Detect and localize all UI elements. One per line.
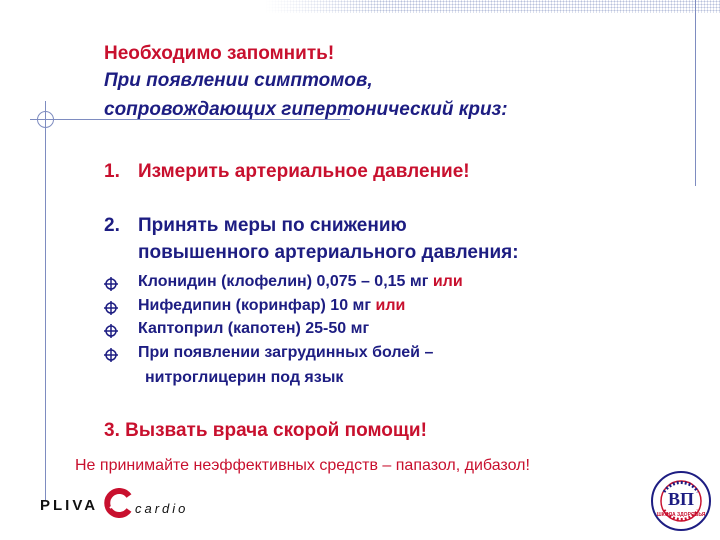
bullet-icon <box>104 348 118 362</box>
pliva-c-icon <box>104 488 134 518</box>
step1-number: 1. <box>104 161 120 182</box>
badge-letters: ВП <box>667 489 694 509</box>
drug-item-clonidine: Клонидин (клофелин) 0,075 – 0,15 мг или <box>138 273 463 290</box>
pliva-logo-text: PLIVA <box>40 497 99 514</box>
vertical-guide-line-left <box>45 101 46 501</box>
bullet-icon <box>104 324 118 338</box>
drug-item-chest-pain: При появлении загрудинных болей – <box>138 344 434 361</box>
cardio-logo-text: cardio <box>135 501 189 516</box>
health-school-badge-icon <box>650 470 712 532</box>
warning-ineffective-drugs: Не принимайте неэффективных средств – папазол, дибазол! <box>75 457 530 474</box>
heading-symptoms-line1: При появлении симптомов, <box>104 70 373 91</box>
heading-symptoms-line2: сопровождающих гипертонический криз: <box>104 99 508 120</box>
step2-line2: повышенного артериального давления: <box>138 242 519 263</box>
drug-item-nifedipine: Нифедипин (коринфар) 10 мг или <box>138 297 406 314</box>
step2-line1: Принять меры по снижению <box>138 215 407 236</box>
dotted-band-fade <box>265 0 385 13</box>
bullet-icon <box>104 277 118 291</box>
step2-number: 2. <box>104 215 120 236</box>
step3-call-doctor: 3. Вызвать врача скорой помощи! <box>104 420 427 441</box>
step1-text: Измерить артериальное давление! <box>138 161 470 182</box>
badge-caption: ШКОЛА ЗДОРОВЬЯ <box>656 512 706 518</box>
circle-guide-mark <box>37 111 54 128</box>
drug-item-nitroglycerin: нитроглицерин под язык <box>145 369 344 386</box>
drug-item-captopril: Каптоприл (капотен) 25-50 мг <box>138 320 370 337</box>
bullet-icon <box>104 301 118 315</box>
heading-remember: Необходимо запомнить! <box>104 43 335 64</box>
vertical-guide-line-right <box>695 0 696 186</box>
